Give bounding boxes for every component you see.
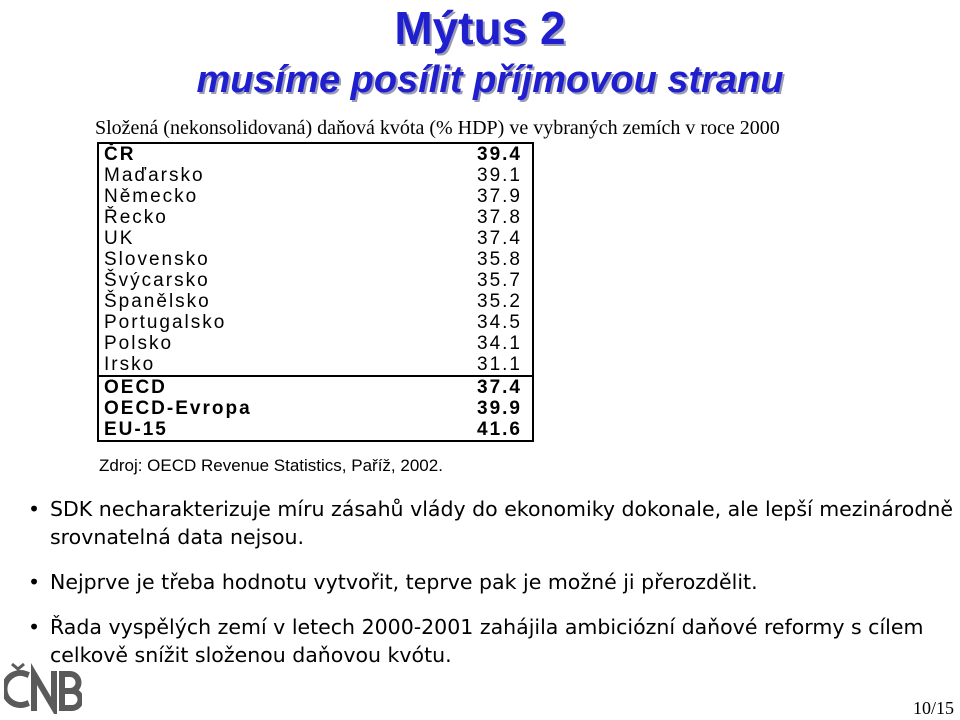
bullet-text: Nejprve je třeba hodnotu vytvořit, teprve pak je možné ji přerozdělit.: [50, 570, 758, 594]
value-cell: 34.5: [477, 312, 522, 333]
slide-title: Mýtus 2: [394, 2, 566, 54]
cnb-logo-icon: [4, 660, 82, 714]
bullet-text: Řada vyspělých zemí v letech 2000-2001 zahájila ambiciózní daňové reformy s cílem celkově snížit složenou daňovou kvótu.: [50, 615, 924, 667]
source-note: Zdroj: OECD Revenue Statistics, Paříž, 2002.: [99, 456, 443, 475]
country-cell: EU-15: [104, 419, 168, 440]
bullet-icon: •: [28, 497, 41, 521]
value-cell: 41.6: [477, 419, 522, 440]
value-cell: 39.1: [477, 165, 522, 186]
table-caption: Složená (nekonsolidovaná) daňová kvóta (% HDP) ve vybraných zemích v roce 2000: [95, 117, 780, 139]
bullet-list: [28, 495, 958, 686]
bullet-icon: •: [28, 570, 41, 594]
country-cell: Řecko: [104, 207, 168, 228]
value-cell: 35.2: [477, 291, 522, 312]
country-cell: Německo: [104, 186, 199, 207]
table-row: [98, 249, 533, 270]
value-cell: 37.9: [477, 186, 522, 207]
bullet-text: SDK necharakterizuje míru zásahů vlády do ekonomiky dokonale, ale lepší mezinárodně srovnatelná data nejsou.: [50, 497, 953, 549]
table-row: [98, 207, 533, 228]
tax-quota-table: [97, 142, 534, 442]
table-row: [98, 354, 533, 376]
value-cell: 35.8: [477, 249, 522, 270]
bullet-item: [28, 568, 958, 596]
table-row: [98, 228, 533, 249]
country-cell: Polsko: [104, 333, 174, 354]
bullet-item: [28, 613, 958, 669]
table-row: [98, 186, 533, 207]
country-cell: Irsko: [104, 354, 156, 375]
table-row: [98, 333, 533, 354]
table-row: [98, 312, 533, 333]
value-cell: 31.1: [477, 354, 522, 375]
table-row: [98, 270, 533, 291]
country-cell: ČR: [104, 144, 136, 165]
value-cell: 39.4: [477, 144, 522, 165]
country-cell: UK: [104, 228, 135, 249]
country-cell: Portugalsko: [104, 312, 227, 333]
table-row: [98, 419, 533, 441]
value-cell: 37.4: [413, 376, 533, 398]
value-cell: 39.9: [477, 398, 522, 419]
country-cell: Slovensko: [104, 249, 210, 270]
country-cell: Španělsko: [104, 291, 211, 312]
table-row: [98, 165, 533, 186]
country-cell: OECD-Evropa: [104, 398, 252, 419]
slide-subtitle: musíme posílit příjmovou stranu: [196, 59, 784, 101]
value-cell: 37.4: [477, 228, 522, 249]
country-cell: Švýcarsko: [104, 270, 210, 291]
value-cell: 34.1: [477, 333, 522, 354]
page-number: 10/15: [912, 698, 954, 718]
table-row: [98, 398, 533, 419]
country-cell: OECD: [98, 376, 413, 398]
value-cell: 35.7: [477, 270, 522, 291]
table-row: [98, 143, 533, 165]
value-cell: 37.8: [477, 207, 522, 228]
bullet-item: [28, 495, 958, 551]
table-row: [98, 376, 533, 398]
country-cell: Maďarsko: [104, 165, 205, 186]
bullet-icon: •: [28, 615, 41, 639]
table-row: [98, 291, 533, 312]
